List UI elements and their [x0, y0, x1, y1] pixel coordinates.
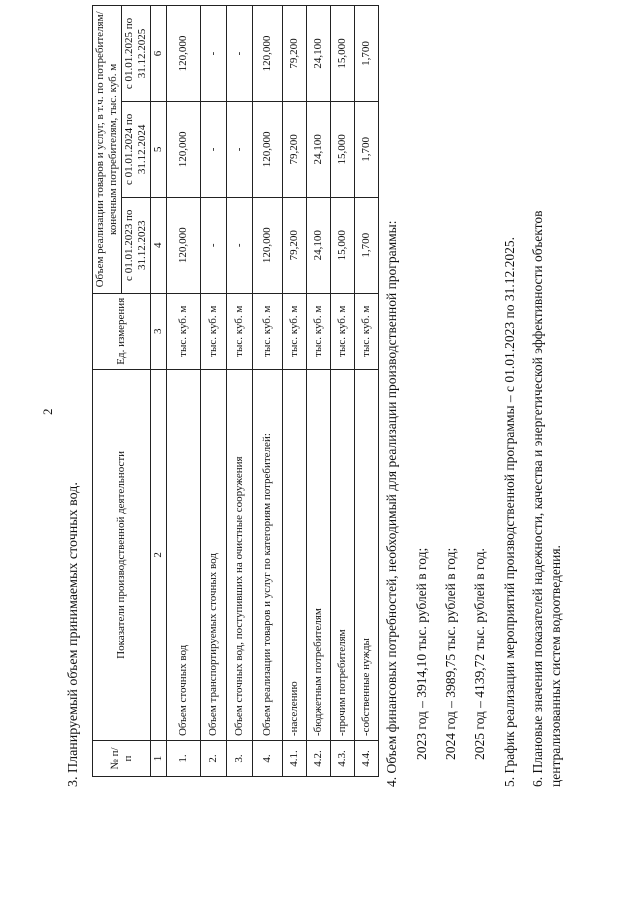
section-6-line-1: 6. Плановые значения показателей надежности, качества и энергетической эффективности объектов: [530, 210, 545, 787]
row-value-2025: 79,200: [283, 6, 307, 102]
row-num: 4.: [253, 741, 283, 777]
row-value-2023: 15,000: [331, 197, 355, 293]
row-unit: тыс. куб. м: [253, 293, 283, 369]
finance-2023: 2023 год – 3914,10 тыс. рублей в год;: [414, 547, 429, 760]
row-value-2024: -: [227, 101, 253, 197]
row-indicator: -бюджетным потребителям: [307, 369, 331, 740]
header-indicator: Показатели производственной деятельности: [93, 369, 151, 740]
row-indicator: -собственные нужды: [355, 369, 379, 740]
row-indicator: -населению: [283, 369, 307, 740]
row-value-2024: 24,100: [307, 101, 331, 197]
row-value-2023: 24,100: [307, 197, 331, 293]
row-value-2024: 79,200: [283, 101, 307, 197]
row-unit: тыс. куб. м: [307, 293, 331, 369]
row-value-2025: -: [201, 6, 227, 102]
row-value-2025: 15,000: [331, 6, 355, 102]
section-3-title: 3. Планируемый объем принимаемых сточных вод.: [66, 482, 81, 787]
row-value-2024: 120,000: [167, 101, 201, 197]
row-indicator: Объем транспортируемых сточных вод: [201, 369, 227, 740]
col-number: 4: [151, 197, 167, 293]
section-4-title: 4. Объем финансовых потребностей, необходимый для реализации производственной программы:: [384, 220, 399, 787]
row-value-2023: 120,000: [253, 197, 283, 293]
row-unit: тыс. куб. м: [201, 293, 227, 369]
header-num: № п/п: [93, 741, 151, 777]
wastewater-volume-table: [92, 5, 379, 777]
row-value-2025: 120,000: [167, 6, 201, 102]
row-num: 1.: [167, 741, 201, 777]
row-value-2025: 120,000: [253, 6, 283, 102]
row-value-2023: 1,700: [355, 197, 379, 293]
row-value-2024: -: [201, 101, 227, 197]
row-value-2023: -: [201, 197, 227, 293]
row-indicator: Объем сточных вод: [167, 369, 201, 740]
col-number: 5: [151, 101, 167, 197]
row-num: 4.3.: [331, 741, 355, 777]
row-value-2024: 120,000: [253, 101, 283, 197]
row-num: 4.4.: [355, 741, 379, 777]
row-indicator: -прочим потребителям: [331, 369, 355, 740]
table-row: [227, 6, 253, 777]
row-unit: тыс. куб. м: [331, 293, 355, 369]
header-volume-group: Объем реализации товаров и услуг, в т.ч. по потребителям/ конечным потребителям, тыс. куб. м: [93, 6, 122, 294]
row-value-2023: 120,000: [167, 197, 201, 293]
finance-2025: 2025 год – 4139,72 тыс. рублей в год.: [472, 548, 487, 760]
row-unit: тыс. куб. м: [283, 293, 307, 369]
finance-2024: 2024 год – 3989,75 тыс. рублей в год;: [443, 547, 458, 760]
row-num: 3.: [227, 741, 253, 777]
column-number-row: [151, 6, 167, 777]
header-period-2024: с 01.01.2024 по 31.12.2024: [122, 101, 151, 197]
row-value-2023: -: [227, 197, 253, 293]
row-value-2025: 24,100: [307, 6, 331, 102]
table-row: [355, 6, 379, 777]
table-row: [331, 6, 355, 777]
row-unit: тыс. куб. м: [355, 293, 379, 369]
row-value-2023: 79,200: [283, 197, 307, 293]
row-indicator: Объем реализации товаров и услуг по категориям потребителей:: [253, 369, 283, 740]
row-indicator: Объем сточных вод, поступивших на очистные сооружения: [227, 369, 253, 740]
row-num: 4.1.: [283, 741, 307, 777]
col-number: 1: [151, 741, 167, 777]
page-number: 2: [40, 408, 55, 415]
table-row: [201, 6, 227, 777]
section-6-line-2: централизованных систем водоотведения.: [548, 545, 563, 787]
header-unit: Ед. измерения: [93, 293, 151, 369]
row-num: 2.: [201, 741, 227, 777]
header-period-2023: с 01.01.2023 по 31.12.2023: [122, 197, 151, 293]
col-number: 2: [151, 369, 167, 740]
col-number: 3: [151, 293, 167, 369]
row-value-2025: -: [227, 6, 253, 102]
row-value-2024: 1,700: [355, 101, 379, 197]
table-row: [307, 6, 331, 777]
section-5: 5. График реализации мероприятий производственной программы – с 01.01.2023 по 31.12.2025.: [502, 236, 517, 787]
row-value-2025: 1,700: [355, 6, 379, 102]
row-unit: тыс. куб. м: [227, 293, 253, 369]
table-row: [167, 6, 201, 777]
table-row: [283, 6, 307, 777]
row-num: 4.2.: [307, 741, 331, 777]
row-unit: тыс. куб. м: [167, 293, 201, 369]
row-value-2024: 15,000: [331, 101, 355, 197]
header-period-2025: с 01.01.2025 по 31.12.2025: [122, 6, 151, 102]
col-number: 6: [151, 6, 167, 102]
table-row: [253, 6, 283, 777]
